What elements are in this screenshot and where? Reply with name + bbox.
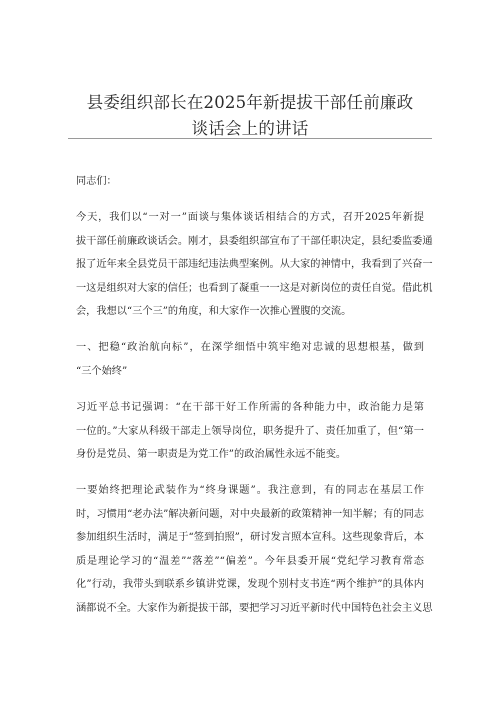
paragraph-salutation <box>76 170 424 193</box>
text-line: 报了近年来全县党员干部违纪违法典型案例。从大家的神情中，我看到了兴奋一 <box>76 259 433 271</box>
text-line: 参加组织生活时，满足于“签到拍照”，研讨发言照本宣科。这些现象背后，本 <box>76 532 424 544</box>
paragraph-quote <box>76 396 424 466</box>
title-divider <box>68 138 432 139</box>
text-line: 习近平总书记强调：“在干部干好工作所需的各种能力中，政治能力是第 <box>76 402 424 414</box>
text-line: 身份是党员、第一职责是为党工作”的政治属性永远不能变。 <box>76 449 347 461</box>
text-line: 一位的。”大家从科级干部走上领导岗位，职务提升了、责任加重了，但“第一 <box>76 425 424 437</box>
paragraph-intro <box>76 206 433 323</box>
text-line: 涵都说不全。大家作为新提拔干部，要把学习习近平新时代中国特色社会主义思 <box>76 602 433 614</box>
text-line: 一这是组织对大家的信任；也看到了凝重一一这是对新岗位的责任自觉。借此机 <box>76 282 433 294</box>
text-line: 化”行动，我带头到联系乡镇讲党课，发现个别村支书连“两个维护”的具体内 <box>76 579 424 591</box>
document-body <box>76 170 433 620</box>
title-line-1: 县委组织部长在2025年新提拔干部任前廉政 <box>86 93 414 112</box>
document-title <box>60 90 440 142</box>
text-line: 拔干部任前廉政谈话会。刚才，县委组织部宣布了干部任职决定，县纪委监委通 <box>76 235 433 247</box>
paragraph-section-heading-1 <box>76 336 424 383</box>
text-line: 同志们： <box>76 176 117 187</box>
text-line: 时，习惯用“老办法”解决新问题，对中央最新的政策精神一知半解；有的同志 <box>76 508 424 520</box>
text-line: 一、把稳“政治航向标”，在深学细悟中筑牢绝对忠诚的思想根基，做到 <box>76 342 424 354</box>
paragraph-point-1 <box>76 479 433 619</box>
text-line: 今天，我们以“一对一”面谈与集体谈话相结合的方式，召开2025年新提 <box>76 212 424 224</box>
text-line: “三个始终” <box>76 365 128 377</box>
title-line-2: 谈话会上的讲话 <box>191 119 309 138</box>
text-line: 会，我想以“三个三”的角度，和大家作一次推心置腹的交流。 <box>76 306 352 318</box>
text-line: 质是理论学习的“温差”“落差”“偏差”。今年县委开展“党纪学习教育常态 <box>76 555 424 567</box>
text-line: 一要始终把理论武装作为“终身课题”。我注意到，有的同志在基层工作 <box>76 485 424 497</box>
